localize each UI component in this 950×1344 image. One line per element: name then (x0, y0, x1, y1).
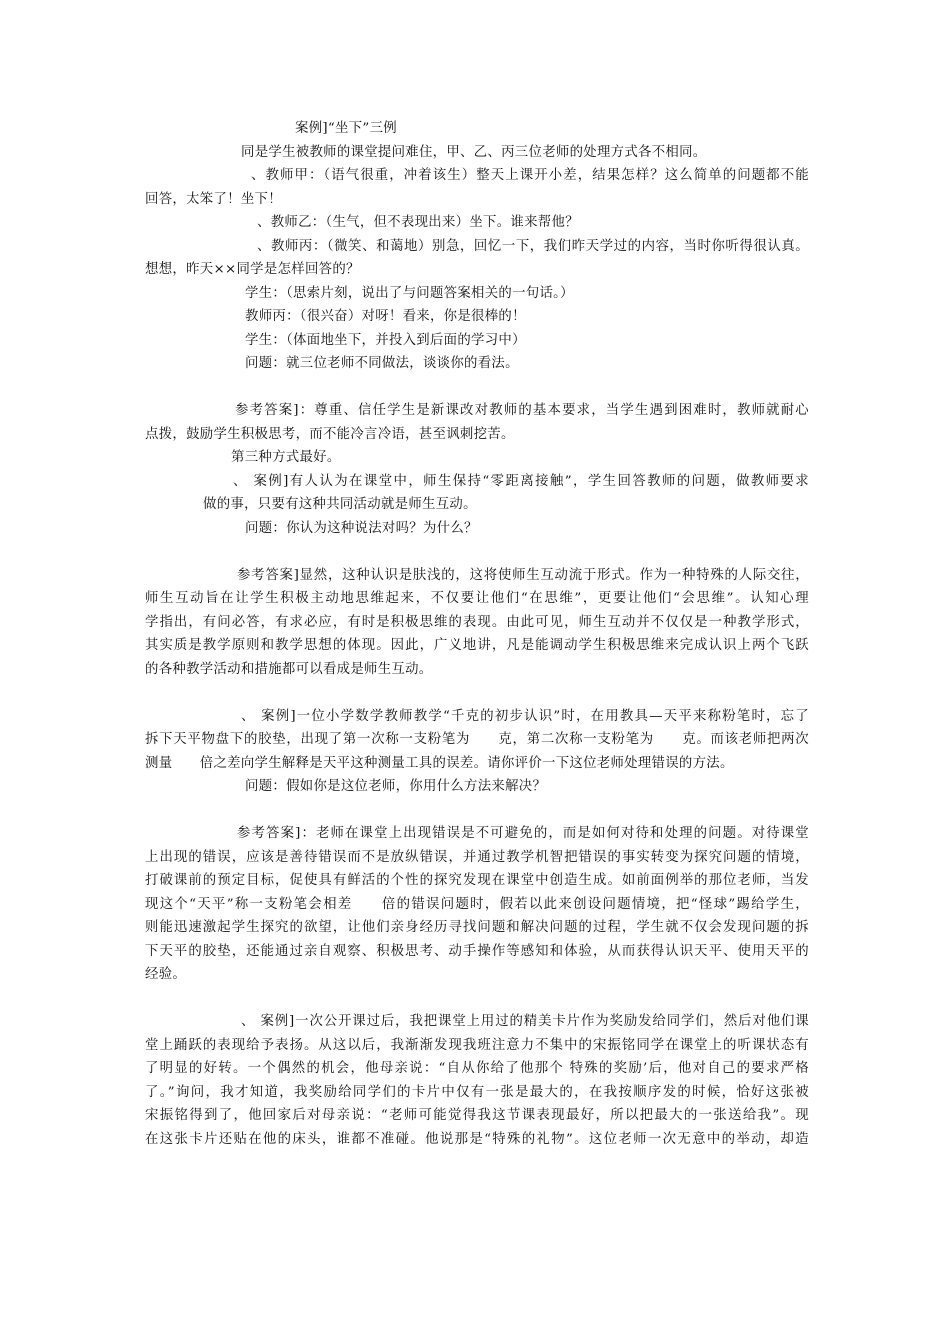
paragraph-line: 学生：（思索片刻，说出了与问题答案相关的一句话。） (245, 285, 574, 301)
case-line: 在这张卡片还贴在他的床头，谁都不准碰。他说那是“特殊的礼物”。这位老师一次无意中的举动，却造 (145, 1131, 809, 1147)
question-line: 问题：你认为这种说法对吗？为什么？ (245, 520, 478, 536)
case-line: 做的事，只要有这种共同活动就是师生互动。 (203, 497, 477, 512)
paragraph-line: 想想，昨天××同学是怎样回答的？ (145, 262, 360, 277)
answer-line: 打破课前的预定目标，促使具有鲜活的个性的探究发现在课堂中创造生成。如前面例举的那位老师，当发 (145, 873, 809, 888)
paragraph-line: 问题：就三位老师不同做法，谈谈你的看法。 (245, 356, 519, 371)
answer-line: 其实质是教学原则和教学思想的体现。因此，广义地讲，凡是能调动学生积极思维来完成认识上两个飞跃 (145, 638, 809, 653)
case-line: 、 案例]有人认为在课堂中，师生保持“零距离接触”，学生回答教师的问题，做教师要求 (233, 473, 809, 489)
answer-line: 参考答案]：老师在课堂上出现错误是不可避免的，而是如何对待和处理的问题。对待课堂 (237, 826, 809, 841)
document-page (145, 117, 809, 1151)
paragraph-line: 同是学生被教师的课堂提问难住，甲、乙、丙三位老师的处理方式各不相同。 (241, 144, 707, 160)
answer-line: 上出现的错误，应该是善待错误而不是放纵错误，并通过教学机智把错误的事实转变为探究问题的情境， (145, 849, 809, 865)
case-line: 堂上踊跃的表现给予表扬。从这以后，我渐渐发现我班注意力不集中的宋振铭同学在课堂上的听课状态有 (145, 1037, 809, 1053)
case-title: 案例]“坐下”三例 (295, 121, 397, 136)
case-line: 了明显的好转。一个偶然的机会，他母亲说：“自从你给了他那个 特殊的奖励’后，他对自己的要求严格 (145, 1061, 809, 1076)
paragraph-line: 、教师丙：（微笑、和蔼地）别急，回忆一下，我们昨天学过的内容，当时你听得很认真。 (257, 238, 809, 254)
answer-line: 师生互动旨在让学生积极主动地思维起来，不仅要让他们“在思维”，更要让他们“会思维”。认知心理 (145, 591, 809, 606)
paragraph-line: 、教师甲：（语气很重，冲着该生）整天上课开小差，结果怎样？这么简单的问题都不能 (251, 168, 809, 183)
case-line: 拆下天平物盘下的胶垫，出现了第一次称一支粉笔为 克，第二次称一支粉笔为 克。而该老师把两次 (145, 732, 809, 747)
case-line: 、 案例]一位小学数学教师教学“千克的初步认识”时，在用教具—天平来称粉笔时，忘了 (241, 708, 809, 724)
paragraph-line: 回答，太笨了！坐下！ (145, 191, 282, 207)
answer-line: 点拨，鼓励学生积极思考，而不能冷言冷语，甚至讽刺挖苦。 (145, 426, 515, 442)
paragraph-line: 、教师乙：（生气，但不表现出来）坐下。谁来帮他？ (257, 215, 579, 230)
answer-line: 的各种教学活动和措施都可以看成是师生互动。 (145, 661, 433, 677)
answer-line: 参考答案]显然，这种认识是肤浅的，这将使师生互动流于形式。作为一种特殊的人际交往， (237, 567, 809, 583)
question-line: 问题：假如你是这位老师，你用什么方法来解决？ (245, 779, 547, 794)
case-line: 了。”询问，我才知道，我奖励给同学们的卡片中仅有一张是最大的，在我按顺序发的时候，恰好这张被 (145, 1084, 809, 1100)
paragraph-line: 教师丙：（很兴奋）对呀！看来，你是很棒的！ (245, 309, 526, 324)
answer-line: 现这个“天平”称一支粉笔会相差 倍的错误问题时，假若以此来创设问题情境，把“怪球”踢给学生， (145, 896, 809, 912)
answer-line: 学指出，有问必答，有求必应，有时是积极思维的表现。由此可见，师生互动并不仅仅是一种教学形式， (145, 614, 809, 630)
case-line: 、 案例]一次公开课过后，我把课堂上用过的精美卡片作为奖励发给同学们，然后对他们课 (241, 1014, 809, 1029)
answer-line: 则能迅速激起学生探究的欲望，让他们亲身经历寻找问题和解决问题的过程，学生就不仅会发现问题的拆 (145, 920, 809, 935)
answer-line: 经验。 (145, 967, 187, 982)
paragraph-line: 学生：（体面地坐下，并投入到后面的学习中） (245, 332, 526, 348)
case-line: 宋振铭得到了，他回家后对母亲说：“老师可能觉得我这节课表现最好，所以把最大的一张送给我”。现 (145, 1108, 809, 1123)
answer-line: 参考答案]：尊重、信任学生是新课改对教师的基本要求，当学生遇到困难时，教师就耐心 (235, 403, 809, 418)
answer-line: 第三种方式最好。 (231, 450, 341, 465)
answer-line: 下天平的胶垫，还能通过亲自观察、积极思考、动手操作等感知和体验，从而获得认识天平、使用天平的 (145, 943, 809, 959)
case-line: 测量 倍之差向学生解释是天平这种测量工具的误差。请你评价一下这位老师处理错误的方法。 (145, 755, 734, 771)
